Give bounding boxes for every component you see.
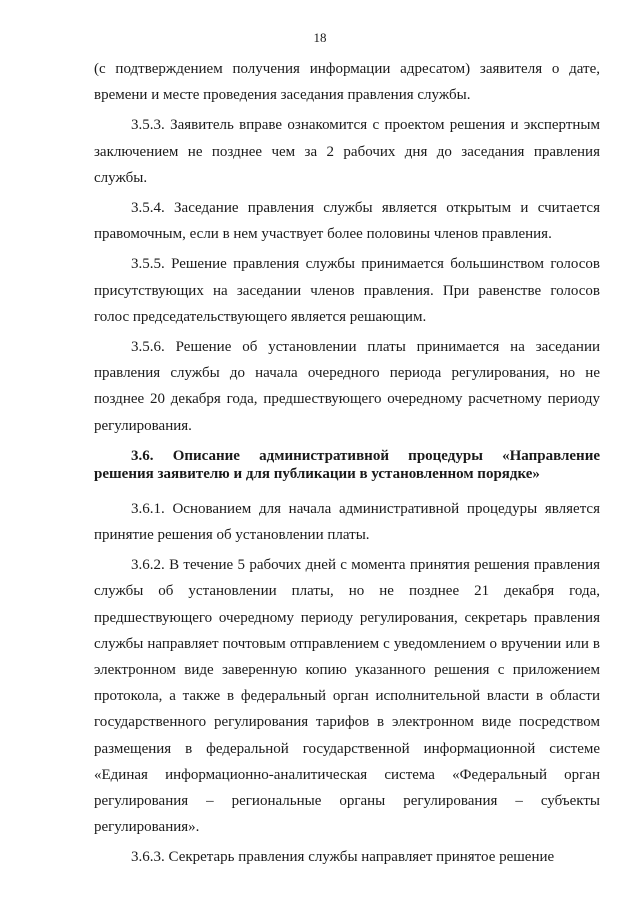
paragraph-3-6-3: 3.6.3. Секретарь правления службы направляет принятое решение xyxy=(131,849,555,866)
paragraph-continuation: (с подтверждением получения информации адресатом) заявителя о дате, времени и месте проведения заседания правления службы. xyxy=(94,61,600,104)
paragraph-3-5-4: 3.5.4. Заседание правления службы является открытым и считается правомочным, если в нем участвует более половины членов правления. xyxy=(94,200,600,243)
paragraph-3-6-1: 3.6.1. Основанием для начала административной процедуры является принятие решения об установлении платы. xyxy=(94,500,600,544)
document-body xyxy=(94,56,600,875)
section-heading-3-6: 3.6. Описание административной процедуры «Направление решения заявителю и для публикации в установленном порядке» xyxy=(94,447,600,483)
paragraph-3-6-2: 3.6.2. В течение 5 рабочих дней с момента принятия решения правления службы об установлении платы, но не позднее 21 декабря года, предшествующего очередному периоду регулирования, секретарь правления службы направляет почтовым отправлением с уведомлением о вручении или в электронном виде заверенную копию указанного решения с приложением протокола, а также в федеральный орган исполнительной власти в области государственного регулирования тарифов в электронном виде посредством размещения в федеральной государственной информационной системе «Единая информационно-аналитическая система «Федеральный орган регулирования – региональные органы регулирования – субъекты регулирования». xyxy=(94,557,600,836)
page-number: 18 xyxy=(313,30,327,45)
paragraph-3-5-3: 3.5.3. Заявитель вправе ознакомится с проектом решения и экспертным заключением не позднее чем за 2 рабочих дня до заседания правления службы. xyxy=(94,117,600,186)
paragraph-3-5-6: 3.5.6. Решение об установлении платы принимается на заседании правления службы до начала очередного периода регулирования, но не позднее 20 декабря года, предшествующего очередному расчетному периоду регулирования. xyxy=(94,339,600,434)
paragraph-3-5-5: 3.5.5. Решение правления службы принимается большинством голосов присутствующих на заседании членов правления. При равенстве голосов голос председательствующего является решающим. xyxy=(94,256,600,325)
